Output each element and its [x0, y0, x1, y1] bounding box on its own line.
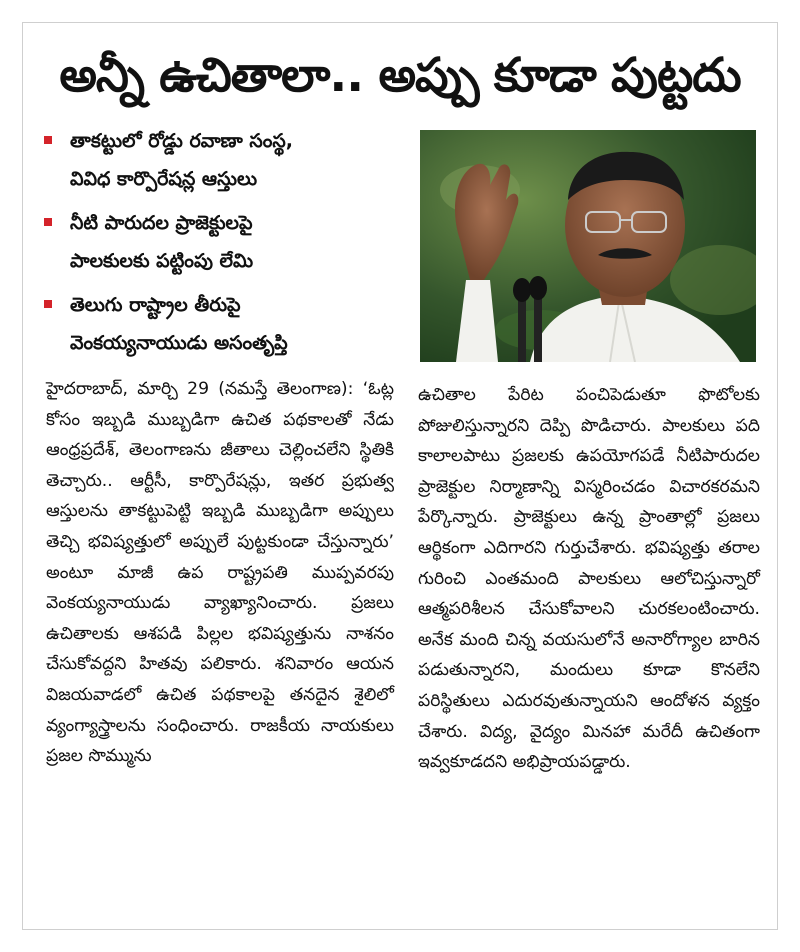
person-speaking-photo-icon — [420, 130, 756, 362]
speaker-photo — [420, 130, 756, 362]
red-square-bullet-icon — [44, 300, 52, 308]
highlight-line: వెంకయ్యనాయుడు అసంతృప్తి — [70, 332, 288, 354]
article-paragraph: ఉచితాల పేరిట పంచిపెడుతూ ఫొటోలకు పోజులిస్తున్నారని దెప్పి పొడిచారు. పాలకులు పది కాలాలపాటు ప్రజలకు ఉపయోగపడే నీటిపారుదల ప్రాజెక్టుల నిర్మాణాన్ని విస్మరించడం విచారకరమని పేర్కొన్నారు. ప్రాజెక్టులు ఉన్న ప్రాంతాల్లో ప్రజలు ఆర్థికంగా ఎదిగారని గుర్తుచేశారు. భవిష్యత్తు తరాల గురించి ఎంతమంది పాలకులు ఆలోచిస్తున్నారో ఆత్మపరిశీలన చేసుకోవాలని చురకలంటించారు. అనేక మంది చిన్న వయసులోనే అనారోగ్యాల బారిన పడుతున్నారని, మందులు కూడా కొనలేని పరిస్థితులు ఎదురవుతున్నాయని ఆందోళన వ్యక్తం చేశారు. విద్య, వైద్యం మినహా మరేదీ ఉచితంగా ఇవ్వకూడదని అభిప్రాయపడ్డారు. — [418, 385, 760, 773]
highlight-line: నీటి పారుదల ప్రాజెక్టులపై — [70, 212, 253, 234]
red-square-bullet-icon — [44, 136, 52, 144]
highlight-line: తెలుగు రాష్ట్రాల తీరుపై — [70, 294, 241, 316]
highlight-line: పాలకులకు పట్టింపు లేమి — [70, 250, 254, 272]
highlight-line: వివిధ కార్పొరేషన్ల ఆస్తులు — [70, 168, 258, 190]
highlights-list — [44, 122, 400, 368]
article-body-left-column — [46, 374, 394, 772]
red-square-bullet-icon — [44, 218, 52, 226]
highlight-item — [44, 286, 400, 362]
highlight-line: తాకట్టులో రోడ్డు రవాణా సంస్థ, — [70, 130, 293, 152]
article-body-right-column — [418, 380, 760, 778]
highlight-item — [44, 122, 400, 198]
article-headline: అన్నీ ఉచితాలా.. అప్పు కూడా పుట్టదు — [59, 48, 741, 103]
highlight-item — [44, 204, 400, 280]
article-paragraph: హైదరాబాద్, మార్చి 29 (నమస్తే తెలంగాణ): ‘ఓట్ల కోసం ఇబ్బడి ముబ్బడిగా ఉచిత పథకాలతో నేడు ఆంధ్రప్రదేశ్, తెలంగాణను జీతాలు చెల్లించలేని స్థితికి తెచ్చారు.. ఆర్టీసీ, కార్పొరేషన్లు, ఇతర ప్రభుత్వ ఆస్తులను తాకట్టుపెట్టి ఇబ్బడి ముబ్బడిగా అప్పులు తెచ్చి భవిష్యత్తులో అప్పులే పుట్టకుండా చేస్తున్నారు’ అంటూ మాజీ ఉప రాష్ట్రపతి ముప్పవరపు వెంకయ్యనాయుడు వ్యాఖ్యానించారు. ప్రజలు ఉచితాలకు ఆశపడి పిల్లల భవిష్యత్తును నాశనం చేసుకోవద్దని హితవు పలికారు. శనివారం ఆయన విజయవాడలో ఉచిత పథకాలపై తనదైన శైలిలో వ్యంగ్యాస్త్రాలను సంధించారు. రాజకీయ నాయకులు ప్రజల సొమ్మును — [46, 379, 394, 767]
